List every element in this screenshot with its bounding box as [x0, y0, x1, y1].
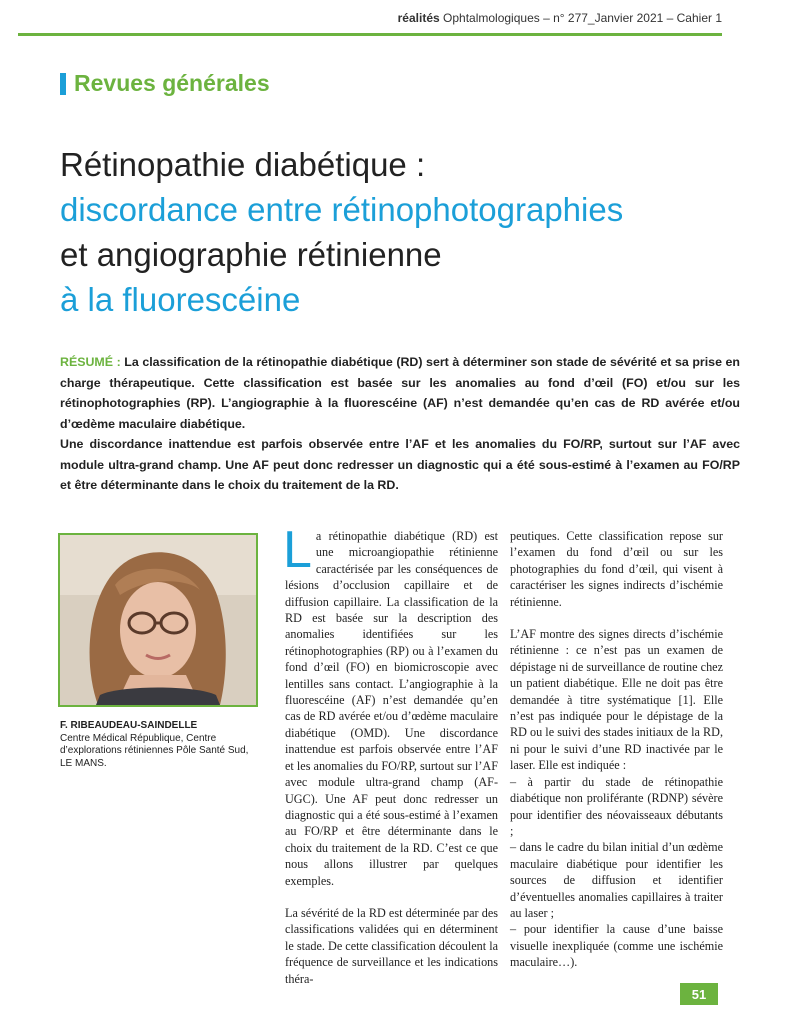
section-heading [60, 70, 270, 97]
abstract-paragraph-1 [60, 352, 740, 434]
indication-item-1: – à partir du stade de rétinopathie diabétique non proliférante (RDNP) sévère pour identifier des néovaisseaux débutants ; [510, 774, 723, 838]
abstract [60, 352, 740, 496]
article-title [60, 142, 750, 322]
header-rule [18, 33, 722, 36]
drop-cap: L [283, 521, 312, 579]
indication-item-2: – dans le cadre du bilan initial d’un œdème maculaire diabétique pour identifier les sources de diffusion et identifier d’éventuelles anomalies capillaires à traiter au laser ; [510, 840, 723, 920]
body-paragraph-3: peutiques. Cette classification repose sur l’examen du fond d’œil ou sur les photographies du fond d’œil, qui visent à caractériser les signes indirects d’ischémie rétinienne. [510, 529, 723, 609]
author-affiliation: Centre Médical République, Centre d’explorations rétiniennes Pôle Santé Sud, LE MANS. [60, 732, 249, 769]
author-portrait-image [60, 535, 256, 705]
running-header [398, 11, 722, 37]
page-number: 51 [680, 983, 718, 1005]
abstract-text-1: La classification de la rétinopathie diabétique (RD) sert à déterminer son stade de sévérité et sa prise en charge thérapeutique. Cette classification est basée sur les anomalies au fond d’œil (FO) et/ou sur les rétinophotographies (RP). L’angiographie à la fluorescéine (AF) n’est demandée qu’en cas de RD avérée et/ou d’œdème maculaire diabétique. [60, 355, 740, 431]
author-block [60, 720, 260, 770]
title-line-2: discordance entre rétinophotographies [60, 191, 624, 228]
abstract-paragraph-2: Une discordance inattendue est parfois observée entre l’AF et les anomalies du FO/RP, surtout sur l’AF avec module ultra-grand champ. Une AF peut donc redresser un diagnostic qui a été sous-estimé à l’examen au FO/RP et être déterminante dans le choix du traitement de la RD. [60, 437, 740, 492]
journal-brand: réalités [397, 11, 440, 25]
body-column-2 [510, 528, 723, 971]
body-text-1: a rétinopathie diabétique (RD) est une microangiopathie rétinienne caractérisée par les conséquences de lésions d’occlusion capillaire et de diffusion capillaire. La classification de la RD est basée sur la description des anomalies identifiées sur les rétinophotographies (RP) ou à l’examen du fond d’œil (FO) en biomicroscopie avec lentilles sans contact. L’angiographie à la fluorescéine (AF) n’est demandée qu’en cas de RD avérée et/ou d’œdème maculaire diabétique (OMD). Une discordance inattendue est parfois observée entre l’AF et les anomalies du FO/RP, surtout sur l’AF avec module ultra-grand champ (AF-UGC). Une AF peut donc redresser un diagnostic qui a été sous-estimé à l’examen au FO/RP et être déterminante dans le choix du traitement de la RD. C’est ce que nous allons illustrer par quelques exemples. [285, 529, 498, 888]
body-paragraph-4: L’AF montre des signes directs d’ischémie rétinienne : ce n’est pas un examen de dépistage ni de surveillance de routine chez un patient diabétique. Elle ne doit pas être demandée à titre systématique [1]. Elle n’est pas indiquée pour le dépistage de la RD ou le suivi des stades initiaux de la RD, ni pour le suivi d’une RD inactivée par le laser. Elle est indiquée : [510, 627, 723, 773]
abstract-lead: RÉSUMÉ : [60, 355, 121, 369]
author-photo [58, 533, 258, 707]
body-paragraph-1 [283, 521, 498, 889]
section-label: Revues générales [74, 70, 270, 96]
indication-item-3: – pour identifier la cause d’une baisse visuelle inexpliquée (comme une ischémie maculaire…). [510, 922, 723, 970]
journal-info: Ophtalmologiques – n° 277_Janvier 2021 – Cahier 1 [443, 11, 722, 25]
title-line-1: Rétinopathie diabétique : [60, 146, 426, 183]
title-line-4: à la fluorescéine [60, 281, 301, 318]
section-marker [60, 73, 66, 95]
body-paragraph-2: La sévérité de la RD est déterminée par des classifications validées qui en déterminent le stade. De cette classification découlent la fréquence de surveillance et les indications théra- [285, 905, 498, 986]
title-line-3: et angiographie rétinienne [60, 236, 442, 273]
body-column-1 [283, 521, 498, 1003]
author-name: F. RIBEAUDEAU-SAINDELLE [60, 720, 198, 731]
